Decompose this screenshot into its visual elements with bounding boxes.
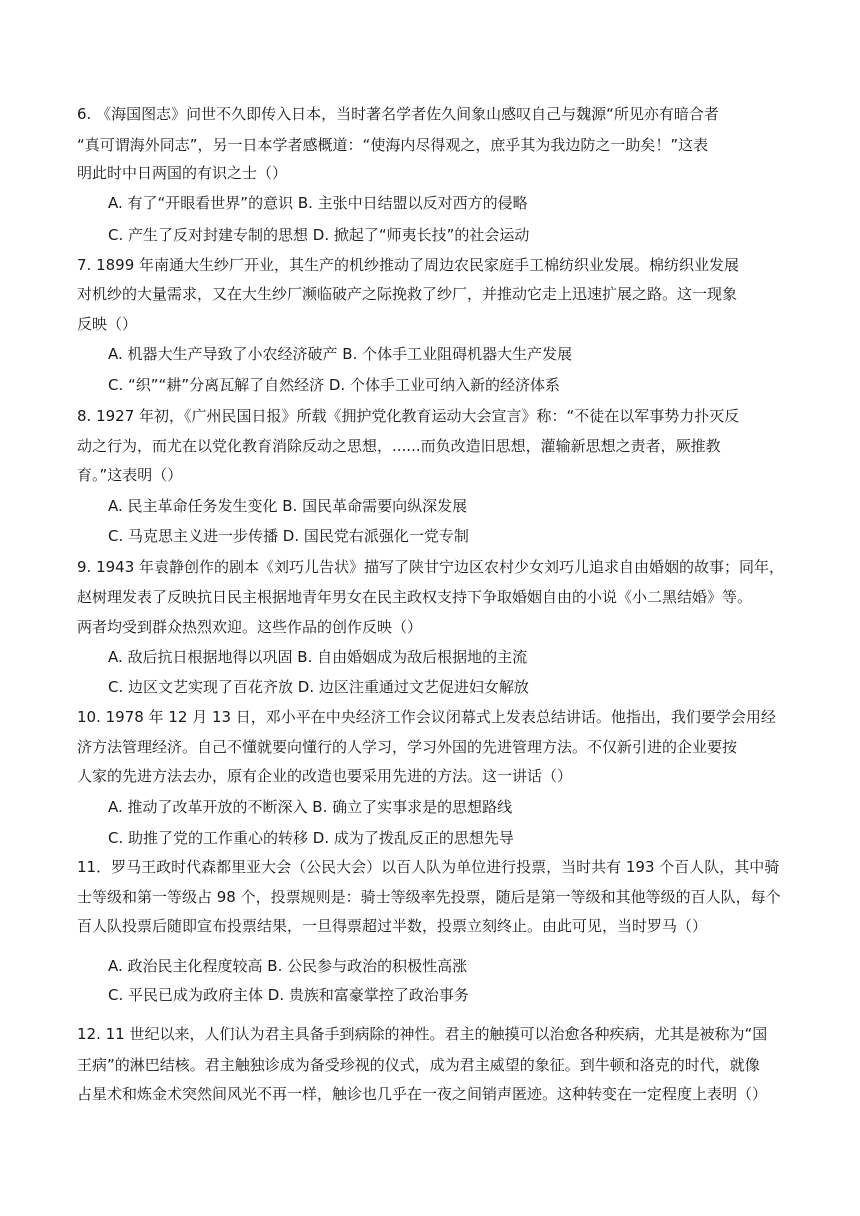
- q8-stem-line-1: 8. 1927 年初，《广州民国日报》所载《拥护党化教育运动大会宣言》称：“不徒在以军事势力扑灭反: [77, 407, 740, 425]
- q6-stem-line-2: “真可谓海外同志”，另一日本学者感概道：“使海内尽得观之，庶乎其为我边防之一助矣！”这表: [77, 136, 709, 154]
- q8-stem-line-2: 动之行为，而尤在以党化教育消除反动之思想，......而负改造旧思想，灌输新思想之责者，厥推教: [77, 437, 721, 455]
- q11-options-cd: C. 平民已成为政府主体 D. 贵族和富豪掌控了政治事务: [108, 986, 469, 1004]
- q9-stem-line-2: 赵树理发表了反映抗日民主根据地青年男女在民主政权支持下争取婚姻自由的小说《小二黑结婚》等。: [77, 588, 753, 606]
- q7-options-cd: C. “织”“耕”分离瓦解了自然经济 D. 个体手工业可纳入新的经济体系: [108, 376, 560, 394]
- q9-options-cd: C. 边区文艺实现了百花齐放 D. 边区注重通过文艺促进妇女解放: [108, 678, 529, 696]
- q10-stem-line-2: 济方法管理经济。自己不懂就要向懂行的人学习，学习外国的先进管理方法。不仅新引进的企业要按: [77, 738, 738, 756]
- q6-options-ab: A. 有了“开眼看世界”的意识 B. 主张中日结盟以反对西方的侵略: [108, 194, 528, 212]
- q10-options-cd: C. 助推了党的工作重心的转移 D. 成为了拨乱反正的思想先导: [108, 829, 514, 847]
- q7-stem-line-1: 7. 1899 年南通大生纱厂开业，其生产的机纱推动了周边农民家庭手工棉纺织业发展。棉纺织业发展: [77, 256, 740, 274]
- q8-options-cd: C. 马克思主义进一步传播 D. 国民党右派强化一党专制: [108, 527, 469, 545]
- q11-options-ab: A. 政治民主化程度较高 B. 公民参与政治的积极性高涨: [108, 957, 468, 975]
- q11-stem-line-3: 百人队投票后随即宣布投票结果，一旦得票超过半数，投票立刻终止。由此可见，当时罗马（）: [77, 917, 708, 935]
- q8-stem-line-3: 育。”这表明（）: [77, 466, 183, 484]
- q7-stem-line-3: 反映（）: [77, 315, 138, 333]
- q10-options-ab: A. 推动了改革开放的不断深入 B. 确立了实事求是的思想路线: [108, 798, 513, 816]
- q10-stem-line-1: 10. 1978 年 12 月 13 日，邓小平在中央经济工作会议闭幕式上发表总结讲话。他指出，我们要学会用经: [77, 708, 776, 726]
- q7-options-ab: A. 机器大生产导致了小农经济破产 B. 个体手工业阻碍机器大生产发展: [108, 345, 573, 363]
- q12-stem-line-3: 占星术和炼金术突然间风光不再一样，触诊也几乎在一夜之间销声匿迹。这种转变在一定程度上表明（）: [77, 1085, 768, 1103]
- q8-options-ab: A. 民主革命任务发生变化 B. 国民革命需要向纵深发展: [108, 497, 468, 515]
- q6-options-cd: C. 产生了反对封建专制的思想 D. 掀起了“师夷长技”的社会运动: [108, 226, 530, 244]
- q7-stem-line-2: 对机纱的大量需求，又在大生纱厂濒临破产之际挽救了纱厂，并推动它走上迅速扩展之路。这一现象: [77, 285, 738, 303]
- q9-options-ab: A. 敌后抗日根据地得以巩固 B. 自由婚姻成为敌后根据地的主流: [108, 648, 528, 666]
- q9-stem-line-1: 9. 1943 年袁静创作的剧本《刘巧儿告状》描写了陕甘宁边区农村少女刘巧儿追求自由婚姻的故事；同年，: [77, 558, 785, 576]
- q12-stem-line-1: 12. 11 世纪以来，人们认为君主具备手到病除的神性。君主的触摸可以治愈各种疾病，尤其是被称为“国: [77, 1025, 768, 1043]
- q9-stem-line-3: 两者均受到群众热烈欢迎。这些作品的创作反映（）: [77, 618, 423, 636]
- q11-stem-line-2: 士等级和第一等级占 98 个，投票规则是：骑士等级率先投票，随后是第一等级和其他等级的百人队，每个: [77, 888, 781, 906]
- q6-stem-line-1: 6. 《海国图志》问世不久即传入日本，当时著名学者佐久间象山感叹自己与魏源“所见亦有暗合者: [77, 105, 719, 123]
- q11-stem-line-1: 11．罗马王政时代森都里亚大会（公民大会）以百人队为单位进行投票，当时共有 193 个百人队，其中骑: [77, 858, 780, 876]
- q10-stem-line-3: 人家的先进方法去办，原有企业的改造也要采用先进的方法。这一讲话（）: [77, 767, 573, 785]
- q6-stem-line-3: 明此时中日两国的有识之士（）: [77, 164, 288, 182]
- q12-stem-line-2: 王病”的淋巴结核。君主触独诊成为备受珍视的仪式，成为君主威望的象征。到牛顿和洛克的时代，就像: [77, 1056, 760, 1074]
